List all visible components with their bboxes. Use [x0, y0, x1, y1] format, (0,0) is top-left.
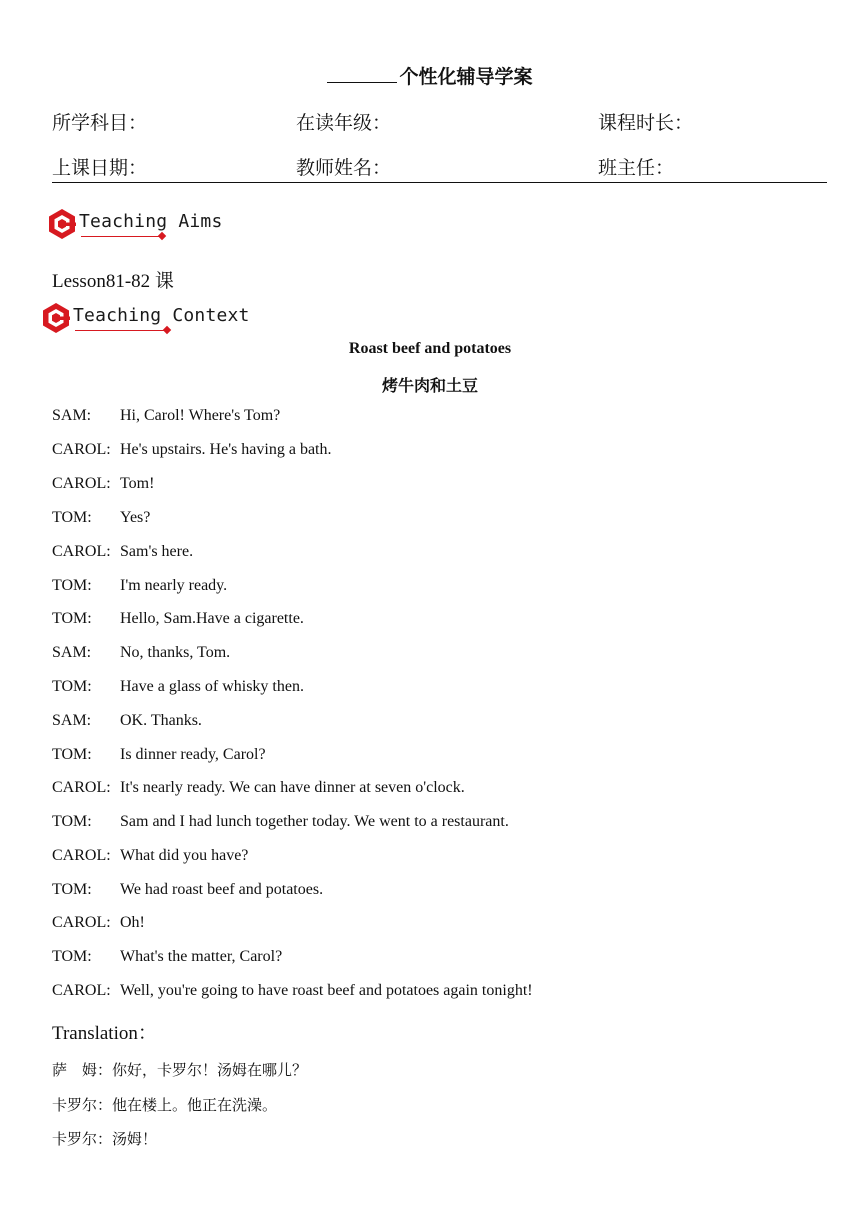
section-logo-icon [41, 302, 71, 334]
duration-label: 课程时长： [598, 113, 694, 134]
speaker: CAROL: [52, 543, 111, 560]
speaker: CAROL: [52, 914, 111, 931]
date-label: 上课日期： [52, 158, 148, 179]
speaker: CAROL: [52, 475, 111, 492]
page-title-text: 个性化辅导学案 [399, 66, 533, 88]
info-row-2 [0, 153, 860, 179]
translation-line: 卡罗尔：汤姆！ [52, 1130, 158, 1148]
section-title: Teaching Aims [79, 211, 223, 232]
section-teaching-context [41, 302, 261, 336]
section-underline-dot [163, 326, 171, 334]
speaker: TOM: [52, 509, 92, 526]
line-text: It's nearly ready. We can have dinner at seven o'clock. [120, 779, 465, 796]
line-text: Well, you're going to have roast beef and potatoes again tonight! [120, 982, 533, 999]
section-underline-dot [158, 232, 166, 240]
line-text: Is dinner ready, Carol? [120, 746, 266, 763]
speaker: SAM: [52, 644, 92, 661]
line-text: No, thanks, Tom. [120, 644, 231, 661]
speaker: CAROL: [52, 779, 111, 796]
speaker: CAROL: [52, 441, 111, 458]
line-text: We had roast beef and potatoes. [120, 881, 324, 898]
translation-line: 萨 姆：你好，卡罗尔！汤姆在哪儿？ [52, 1061, 308, 1079]
subject-label: 所学科目： [52, 113, 148, 134]
section-logo-icon [47, 208, 77, 240]
speaker: CAROL: [52, 847, 111, 864]
section-teaching-aims [47, 208, 247, 242]
line-text: What's the matter, Carol? [120, 948, 283, 965]
section-title: Teaching Context [73, 305, 250, 326]
dialogue-title: Roast beef and potatoes [348, 340, 512, 357]
info-row-1 [0, 108, 860, 134]
lesson-label: Lesson81-82 课 [52, 271, 174, 292]
line-text: Yes? [120, 509, 151, 526]
line-text: Sam's here. [120, 543, 194, 560]
speaker: CAROL: [52, 982, 111, 999]
section-underline [81, 236, 161, 237]
speaker: TOM: [52, 746, 92, 763]
page-title [0, 62, 860, 89]
header-divider [52, 182, 827, 183]
section-underline [75, 330, 165, 331]
dialogue-subtitle: 烤牛肉和土豆 [381, 376, 478, 395]
teacher-label: 教师姓名： [296, 158, 392, 179]
line-text: Hello, Sam.Have a cigarette. [120, 610, 304, 627]
speaker: TOM: [52, 678, 92, 695]
line-text: What did you have? [120, 847, 249, 864]
speaker: TOM: [52, 948, 92, 965]
speaker: SAM: [52, 712, 92, 729]
line-text: OK. Thanks. [120, 712, 202, 729]
grade-label: 在读年级： [296, 113, 392, 134]
line-text: Oh! [120, 914, 145, 931]
speaker: TOM: [52, 813, 92, 830]
line-text: He's upstairs. He's having a bath. [120, 441, 332, 458]
line-text: Sam and I had lunch together today. We went to a restaurant. [120, 813, 509, 830]
speaker: TOM: [52, 610, 92, 627]
speaker: TOM: [52, 577, 92, 594]
title-blank-line [327, 64, 397, 83]
line-text: I'm nearly ready. [120, 577, 228, 594]
translation-line: 卡罗尔：他在楼上。他正在洗澡。 [52, 1096, 278, 1114]
head-teacher-label: 班主任： [598, 158, 675, 179]
speaker: SAM: [52, 407, 92, 424]
translation-heading: Translation： [52, 1023, 157, 1044]
line-text: Tom! [120, 475, 155, 492]
speaker: TOM: [52, 881, 92, 898]
line-text: Hi, Carol! Where's Tom? [120, 407, 281, 424]
line-text: Have a glass of whisky then. [120, 678, 304, 695]
